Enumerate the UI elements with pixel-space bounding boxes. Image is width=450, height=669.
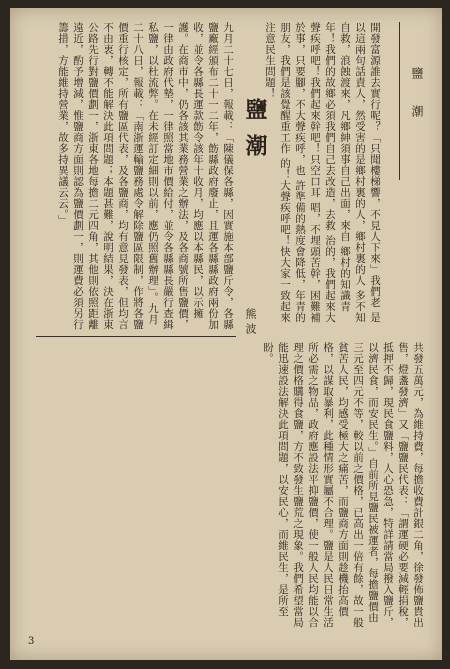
running-header: 鹽潮 [399,22,426,180]
prev-line-7: 許準備的熱度會降低，年青的朋友，我們是該覺醒重工作 [279,22,306,323]
body-text-upper: 九月二十七日，報載：「陳儀保各縣，因實施本部鹽斤令，各縣鹽廠經頒布二十一二年，飭縣政府廢止，且運各縣縣政府兩份加收，並令各縣長運款飭令該年十收月，均應以本縣民，以示擁護。在商市中，仍各該其業務營業之辦法，及各商號所售鹽價，一律由政府代墊，一律照當地市價給付，並令各縣縣長嚴行查緝私鹽，以杜流弊。在未經訂定細則以前，應仍照舊辦理」。九月二十八日，報載：「南浙運輸鹽務處令解除鹽區限制，作將各鹽價重行核定，所有鹽區代表，及各鹽商，均有意見發表，但均言不由衷，轉不能解決此項問題；本題甚難，說明結果，決在浙東公路先行對鹽價劃一，浙東各地每擔二元四角，其他則依照距離遠近，酌予增減，惟鹽商方面則認為鹽價劃一，則運費必須另行籌措，方能維持營業，故多持異議云云。」 [57,22,234,330]
body-text-lower: 共發五萬元，為維持費，每擔收費計銀二角，徐發佈鹽貴出售，燈盞發濟」又「鹽鹽民代表：「謂運硬必要減輕捐稅，抵押不歸，現民食鹽料，人心恐急，特詳請當局撥入鹽斤，以濟民食，而安民生。」自前所見鹽民被運者，每擔鹽價由三元至四元不等，較以前之價格，已高出一倍有餘，故一般貧苦人民，均感受極大之痛苦，而鹽商方面則趁機抬高價格，以謀取暴利，此種情形實屬不合理。鹽是人民日常生活所必需之物品，政府應設法平抑鹽價，使一般人民均能以合理之價格購得食鹽，方不致發生鹽荒之現象。我們希望當局能迅速設法解決此項問題，以安民心，而維民生，是所至盼。 [262,342,424,628]
prev-line-3: 多不知自救，浪蝕渡來，凡鄉紳須事自己出面，來自 [339,22,366,323]
article-author: 熊波 [244,308,257,338]
prev-line-6: 唱，不埋頭苦幹，困難補於事，只要腳，不大聲疾呼，也 [294,22,321,323]
previous-article-text [242,22,382,330]
prev-line-8: 的！大聲疾呼吧！快大家一致起來注意民生問題！ [264,22,291,323]
page-number: 3 [28,636,35,647]
prev-line-1: 開發富源誰去實行呢？「只聞樓梯響，不見人下來」我們老 [369,22,381,308]
section-divider [36,336,236,337]
prev-line-4: 鄉村的知識青年！我們的故鄉必須我們自己去改造，去救 [324,22,351,312]
prev-line-2: 是以這兩句話責人，然受害的是鄉村裏的人，鄉村裏的人 [354,22,381,323]
page [10,8,442,660]
article-title: 鹽潮 [242,98,268,170]
prev-line-5: 治的，我們起來大聲疾呼吧！我們起來幹吧！只空口耳 [309,22,336,323]
